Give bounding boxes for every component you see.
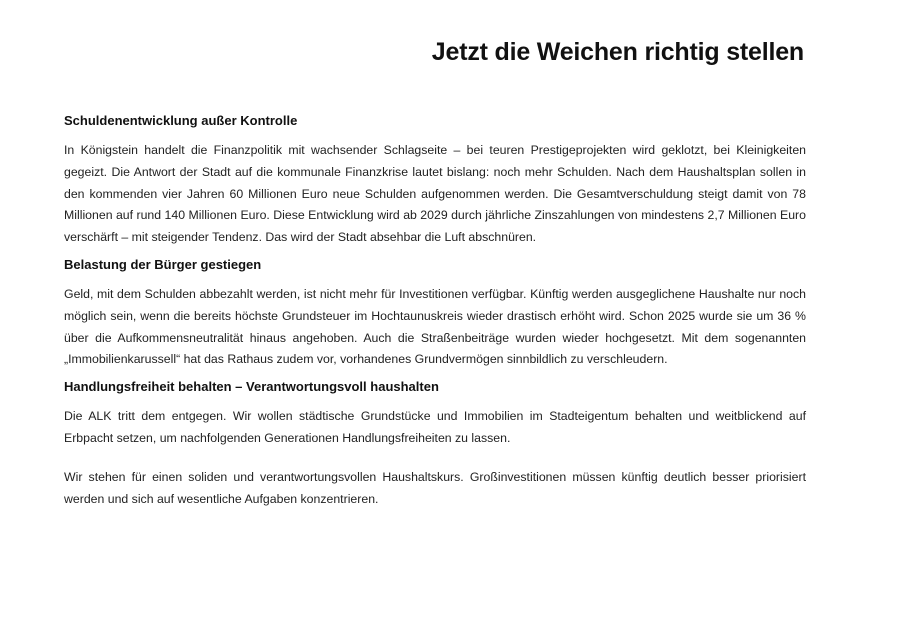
paragraph: In Königstein handelt die Finanzpolitik mit wachsender Schlagseite – bei teuren Prestigeprojekten wird geklotzt, bei Kleinigkeiten gegeizt. Die Antwort der Stadt auf die kommunale Finanzkrise lautet bislang: noch mehr Schulden. Nach dem Haushaltsplan sollen in den kommenden vier Jahren 60 Millionen Euro neue Schulden aufgenommen werden. Die Gesamtverschuldung steigt damit von 78 Millionen auf rund 140 Millionen Euro. Diese Entwicklung wird ab 2029 durch jährliche Zinszahlungen von mindestens 2,7 Millionen Euro verschärft – mit steigender Tendenz. Das wird der Stadt absehbar die Luft abschnüren. bbox=[64, 143, 806, 245]
document-body bbox=[64, 112, 806, 517]
section-fiscal-freedom bbox=[64, 378, 806, 510]
section-heading: Schuldenentwicklung außer Kontrolle bbox=[64, 113, 298, 128]
page-title: Jetzt die Weichen richtig stellen bbox=[431, 38, 804, 66]
paragraph: Die ALK tritt dem entgegen. Wir wollen städtische Grundstücke und Immobilien im Stadteigentum behalten und weitblickend auf Erbpacht setzen, um nachfolgenden Generationen Handlungsfreiheiten zu lassen. bbox=[64, 409, 806, 445]
section-heading: Belastung der Bürger gestiegen bbox=[64, 256, 262, 272]
section-heading: Handlungsfreiheit behalten – Verantwortungsvoll haushalten bbox=[64, 379, 439, 395]
paragraph: Geld, mit dem Schulden abbezahlt werden, ist nicht mehr für Investitionen verfügbar. Künftig werden ausgeglichene Haushalte nur noch möglich sein, wenn die bereits höchste Grundsteuer im Hochtaunuskreis wieder drastisch erhöht wird. Schon 2025 wurde sie um 36 % über die Aufkommensneutralität hinaus angehoben. Auch die Straßenbeiträge wurden wieder hochgesetzt. Mit dem sogenannten „Immobilienkarussell“ hat das Rathaus zudem vor, vorhandenes Grundvermögen sinnbildlich zu verschleudern. bbox=[64, 286, 806, 367]
section-debt-development bbox=[64, 112, 806, 249]
paragraph: Wir stehen für einen soliden und verantwortungsvollen Haushaltskurs. Großinvestitionen müssen künftig deutlich besser priorisiert werden und sich auf wesentliche Aufgaben konzentrieren. bbox=[64, 469, 806, 506]
section-citizen-burden bbox=[64, 256, 806, 371]
